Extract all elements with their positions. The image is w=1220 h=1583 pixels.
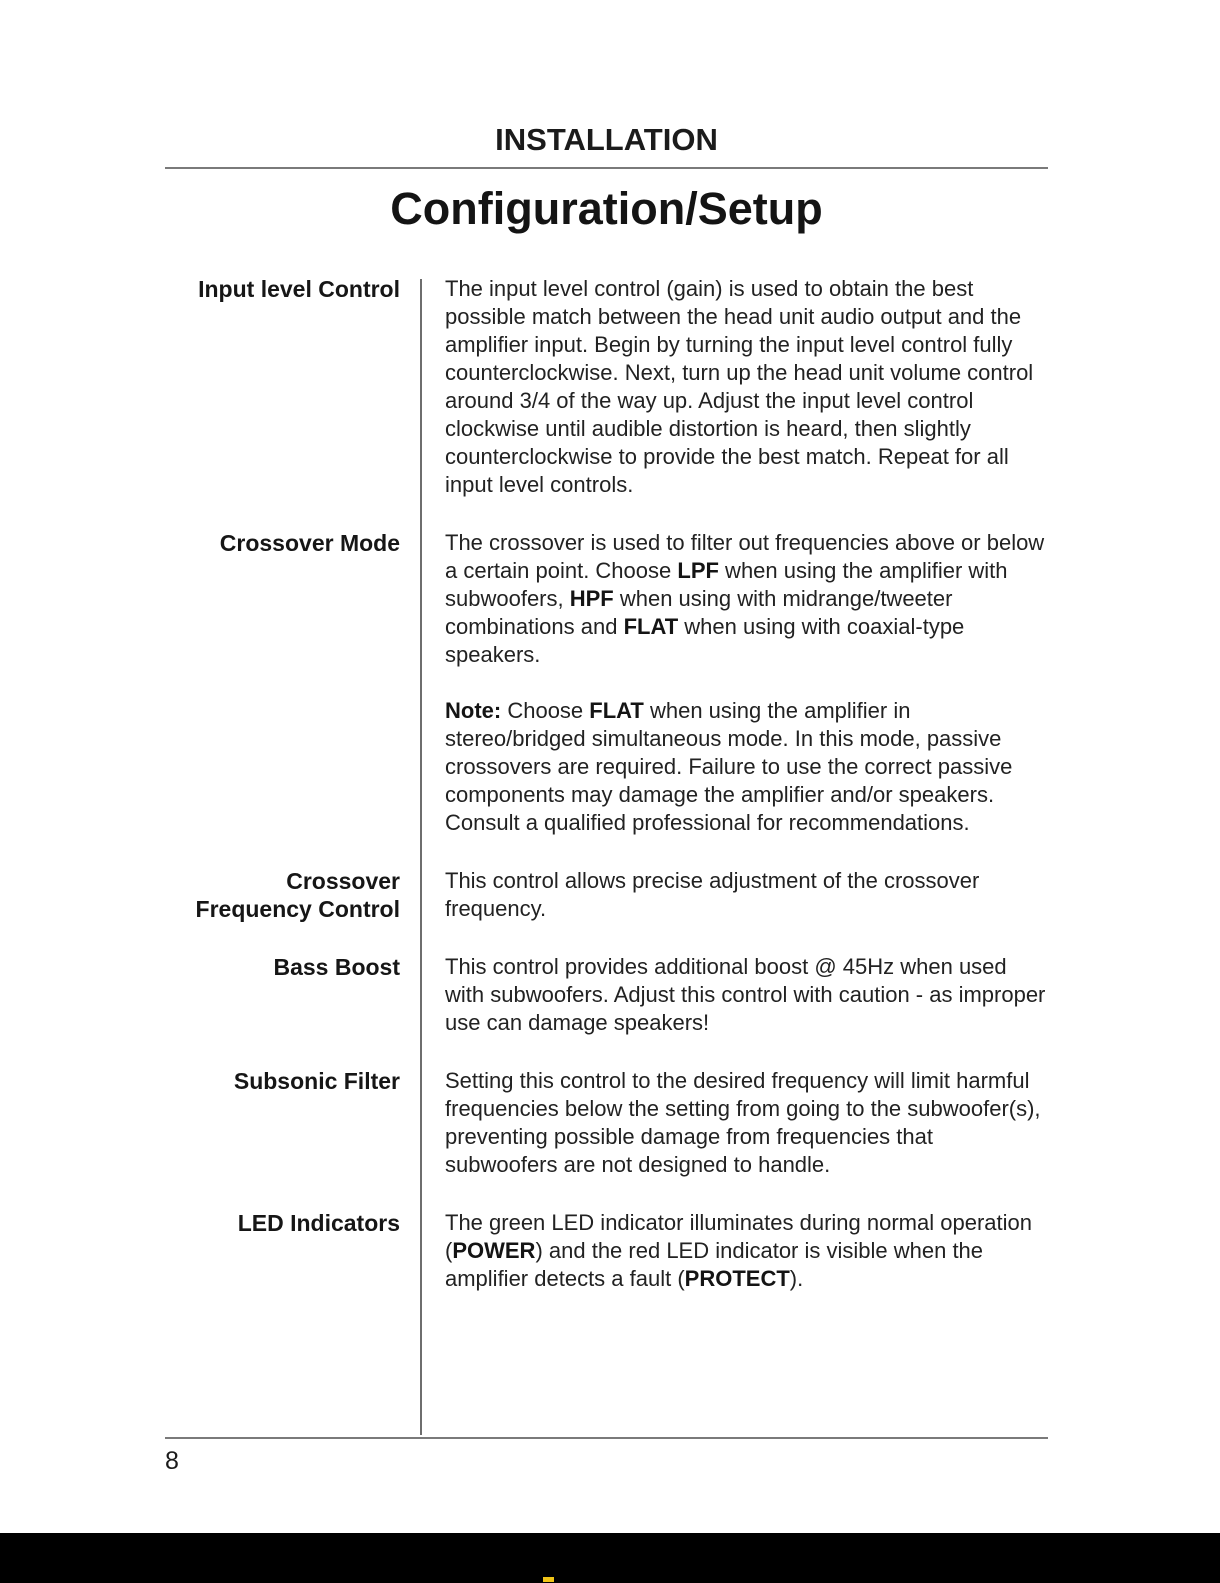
- paragraph: [445, 275, 1048, 499]
- paragraph: [445, 867, 1048, 923]
- section-label: Crossover Mode: [219, 530, 400, 556]
- header-rule: [165, 167, 1048, 169]
- page-content: [165, 122, 1048, 1435]
- paragraph: [445, 1067, 1048, 1179]
- text-segment: The green LED indicator illuminates during normal operation (: [445, 1210, 1032, 1263]
- yellow-mark: [543, 1577, 554, 1582]
- text-segment: ).: [789, 1266, 804, 1291]
- text-segment: when using with midrange/tweeter combinations and: [445, 586, 953, 639]
- section-body: [420, 953, 1048, 1037]
- text-segment: This control provides additional boost @ 45Hz when used with subwoofers. Adjust this control with caution - as improper use can damage speakers!: [445, 954, 1046, 1035]
- section-row: [165, 953, 1048, 1037]
- section-row: [165, 867, 1048, 923]
- section-label: Input level Control: [198, 276, 400, 302]
- text-segment: when using with coaxial-type speakers.: [445, 614, 965, 667]
- text-segment: The input level control (gain) is used to obtain the best possible match between the head unit audio output and the amplifier input. Begin by turning the input level control fully counterclockwise. Next, turn up the head unit volume control around 3/4 of the way up. Adjust the input level control clockwise until audible distortion is heard, then slightly counterclockwise to provide the best match. Repeat for all input level controls.: [445, 276, 1034, 497]
- paragraph: [445, 697, 1048, 837]
- bold-term: HPF: [569, 586, 614, 611]
- bold-term: LPF: [677, 558, 719, 583]
- section-label: Crossover Frequency Control: [195, 868, 400, 922]
- page-number: 8: [165, 1447, 179, 1475]
- bold-term: PROTECT: [684, 1266, 790, 1291]
- bold-term: FLAT: [623, 614, 679, 639]
- bottom-bar: [0, 1533, 1220, 1583]
- section-header: INSTALLATION: [495, 122, 718, 157]
- section-body: [420, 1067, 1048, 1179]
- section-label: LED Indicators: [237, 1210, 400, 1236]
- section-row: [165, 529, 1048, 837]
- section-label: Bass Boost: [273, 954, 400, 980]
- bold-term: FLAT: [589, 698, 644, 723]
- paragraph: [445, 1209, 1048, 1293]
- section-body: [420, 867, 1048, 923]
- bold-term: Note:: [445, 698, 502, 723]
- page-header: [165, 122, 1048, 235]
- text-segment: when using the amplifier with subwoofers,: [445, 558, 1008, 611]
- text-segment: Choose: [501, 698, 590, 723]
- section-body: [420, 1209, 1048, 1293]
- text-segment: Setting this control to the desired frequency will limit harmful frequencies below the setting from going to the subwoofer(s), preventing possible damage from frequencies that subwoofers are not designed to handle.: [445, 1068, 1041, 1177]
- section-row: [165, 275, 1048, 499]
- paragraph: [445, 953, 1048, 1037]
- footer-rule: [165, 1437, 1048, 1439]
- page-title: Configuration/Setup: [390, 183, 823, 234]
- paragraph: [445, 529, 1048, 669]
- text-segment: This control allows precise adjustment of the crossover frequency.: [445, 868, 980, 921]
- page-footer: [165, 1437, 1048, 1476]
- section-body: [420, 529, 1048, 837]
- text-segment: The crossover is used to filter out frequencies above or below a certain point. Choose: [445, 530, 1045, 583]
- text-segment: when using the amplifier in stereo/bridged simultaneous mode. In this mode, passive crossovers are required. Failure to use the correct passive components may damage the amplifier and/or speakers. Consult a qualified professional for recommendations.: [445, 698, 1013, 835]
- section-row: [165, 1067, 1048, 1179]
- text-segment: ) and the red LED indicator is visible when the amplifier detects a fault (: [445, 1238, 984, 1291]
- bold-term: POWER: [452, 1238, 536, 1263]
- section-body: [420, 275, 1048, 499]
- section-row: [165, 1209, 1048, 1293]
- section-label: Subsonic Filter: [233, 1068, 400, 1094]
- sections-table: [165, 275, 1048, 1435]
